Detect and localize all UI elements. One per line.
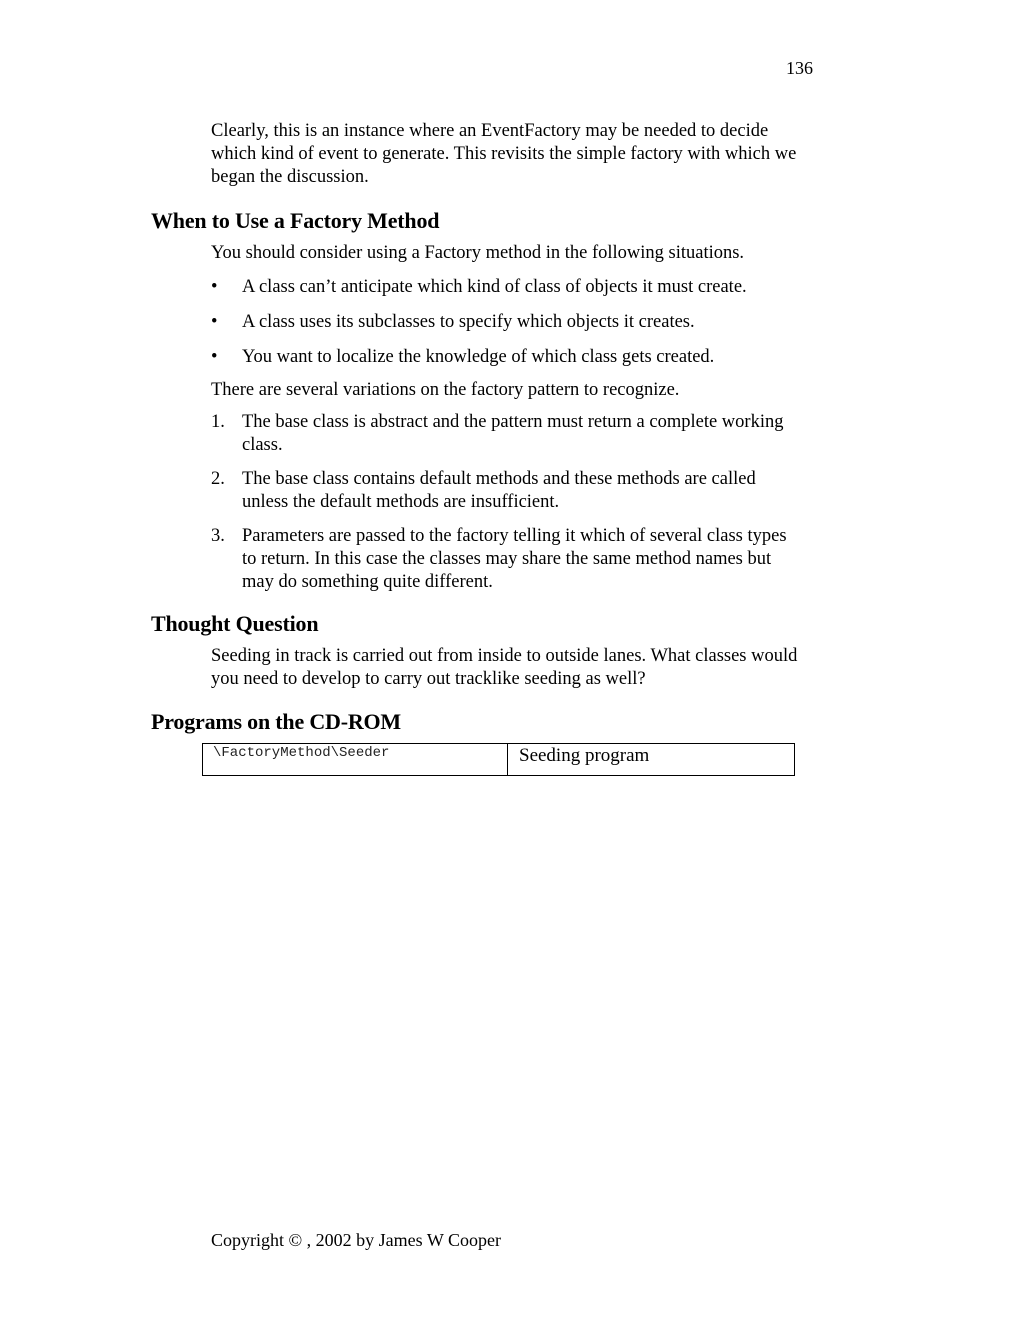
- number-marker: 3.: [211, 526, 225, 546]
- list-item: [211, 276, 811, 299]
- programs-table: [202, 743, 795, 776]
- thought-question-text: Seeding in track is carried out from inside to outside lanes. What classes would you need to develop to carry out tracklike seeding as well?: [211, 646, 798, 689]
- heading-programs-cd-rom: Programs on the CD-ROM: [151, 709, 401, 734]
- bullet-list: [211, 276, 811, 369]
- list-item: [211, 346, 811, 369]
- bullet-marker: •: [211, 347, 218, 367]
- copyright-footer: Copyright © , 2002 by James W Cooper: [211, 1230, 501, 1250]
- numbered-text: Parameters are passed to the factory telling it which of several class types to return. In this case the classes may share the same method names but may do something quite different.: [242, 526, 787, 592]
- program-path-cell: \FactoryMethod\Seeder: [203, 744, 508, 776]
- bullet-text: A class can’t anticipate which kind of class of objects it must create.: [242, 277, 747, 297]
- heading-thought-question: Thought Question: [151, 611, 319, 636]
- numbered-text: The base class contains default methods and these methods are called unless the default methods are insufficient.: [242, 469, 756, 512]
- number-marker: 2.: [211, 469, 225, 489]
- numbered-text: The base class is abstract and the pattern must return a complete working class.: [242, 412, 784, 455]
- number-marker: 1.: [211, 412, 225, 432]
- page-number: 136: [786, 58, 813, 78]
- bullet-marker: •: [211, 277, 218, 297]
- numbered-list: [211, 411, 801, 594]
- intro-paragraph: Clearly, this is an instance where an EventFactory may be needed to decide which kind of event to generate. This revisits the simple factory with which we began the discussion.: [211, 121, 797, 187]
- bullet-text: A class uses its subclasses to specify which objects it creates.: [242, 312, 695, 332]
- table-row: [203, 744, 795, 776]
- list-item: [211, 311, 811, 334]
- heading-when-to-use: When to Use a Factory Method: [151, 208, 440, 233]
- program-description-cell: Seeding program: [508, 744, 795, 776]
- bullet-text: You want to localize the knowledge of which class gets created.: [242, 347, 715, 367]
- list-item: [211, 468, 801, 514]
- variations-intro: There are several variations on the factory pattern to recognize.: [211, 380, 680, 400]
- bullet-marker: •: [211, 312, 218, 332]
- list-item: [211, 411, 801, 457]
- list-item: [211, 525, 801, 594]
- when-intro: You should consider using a Factory method in the following situations.: [211, 243, 745, 263]
